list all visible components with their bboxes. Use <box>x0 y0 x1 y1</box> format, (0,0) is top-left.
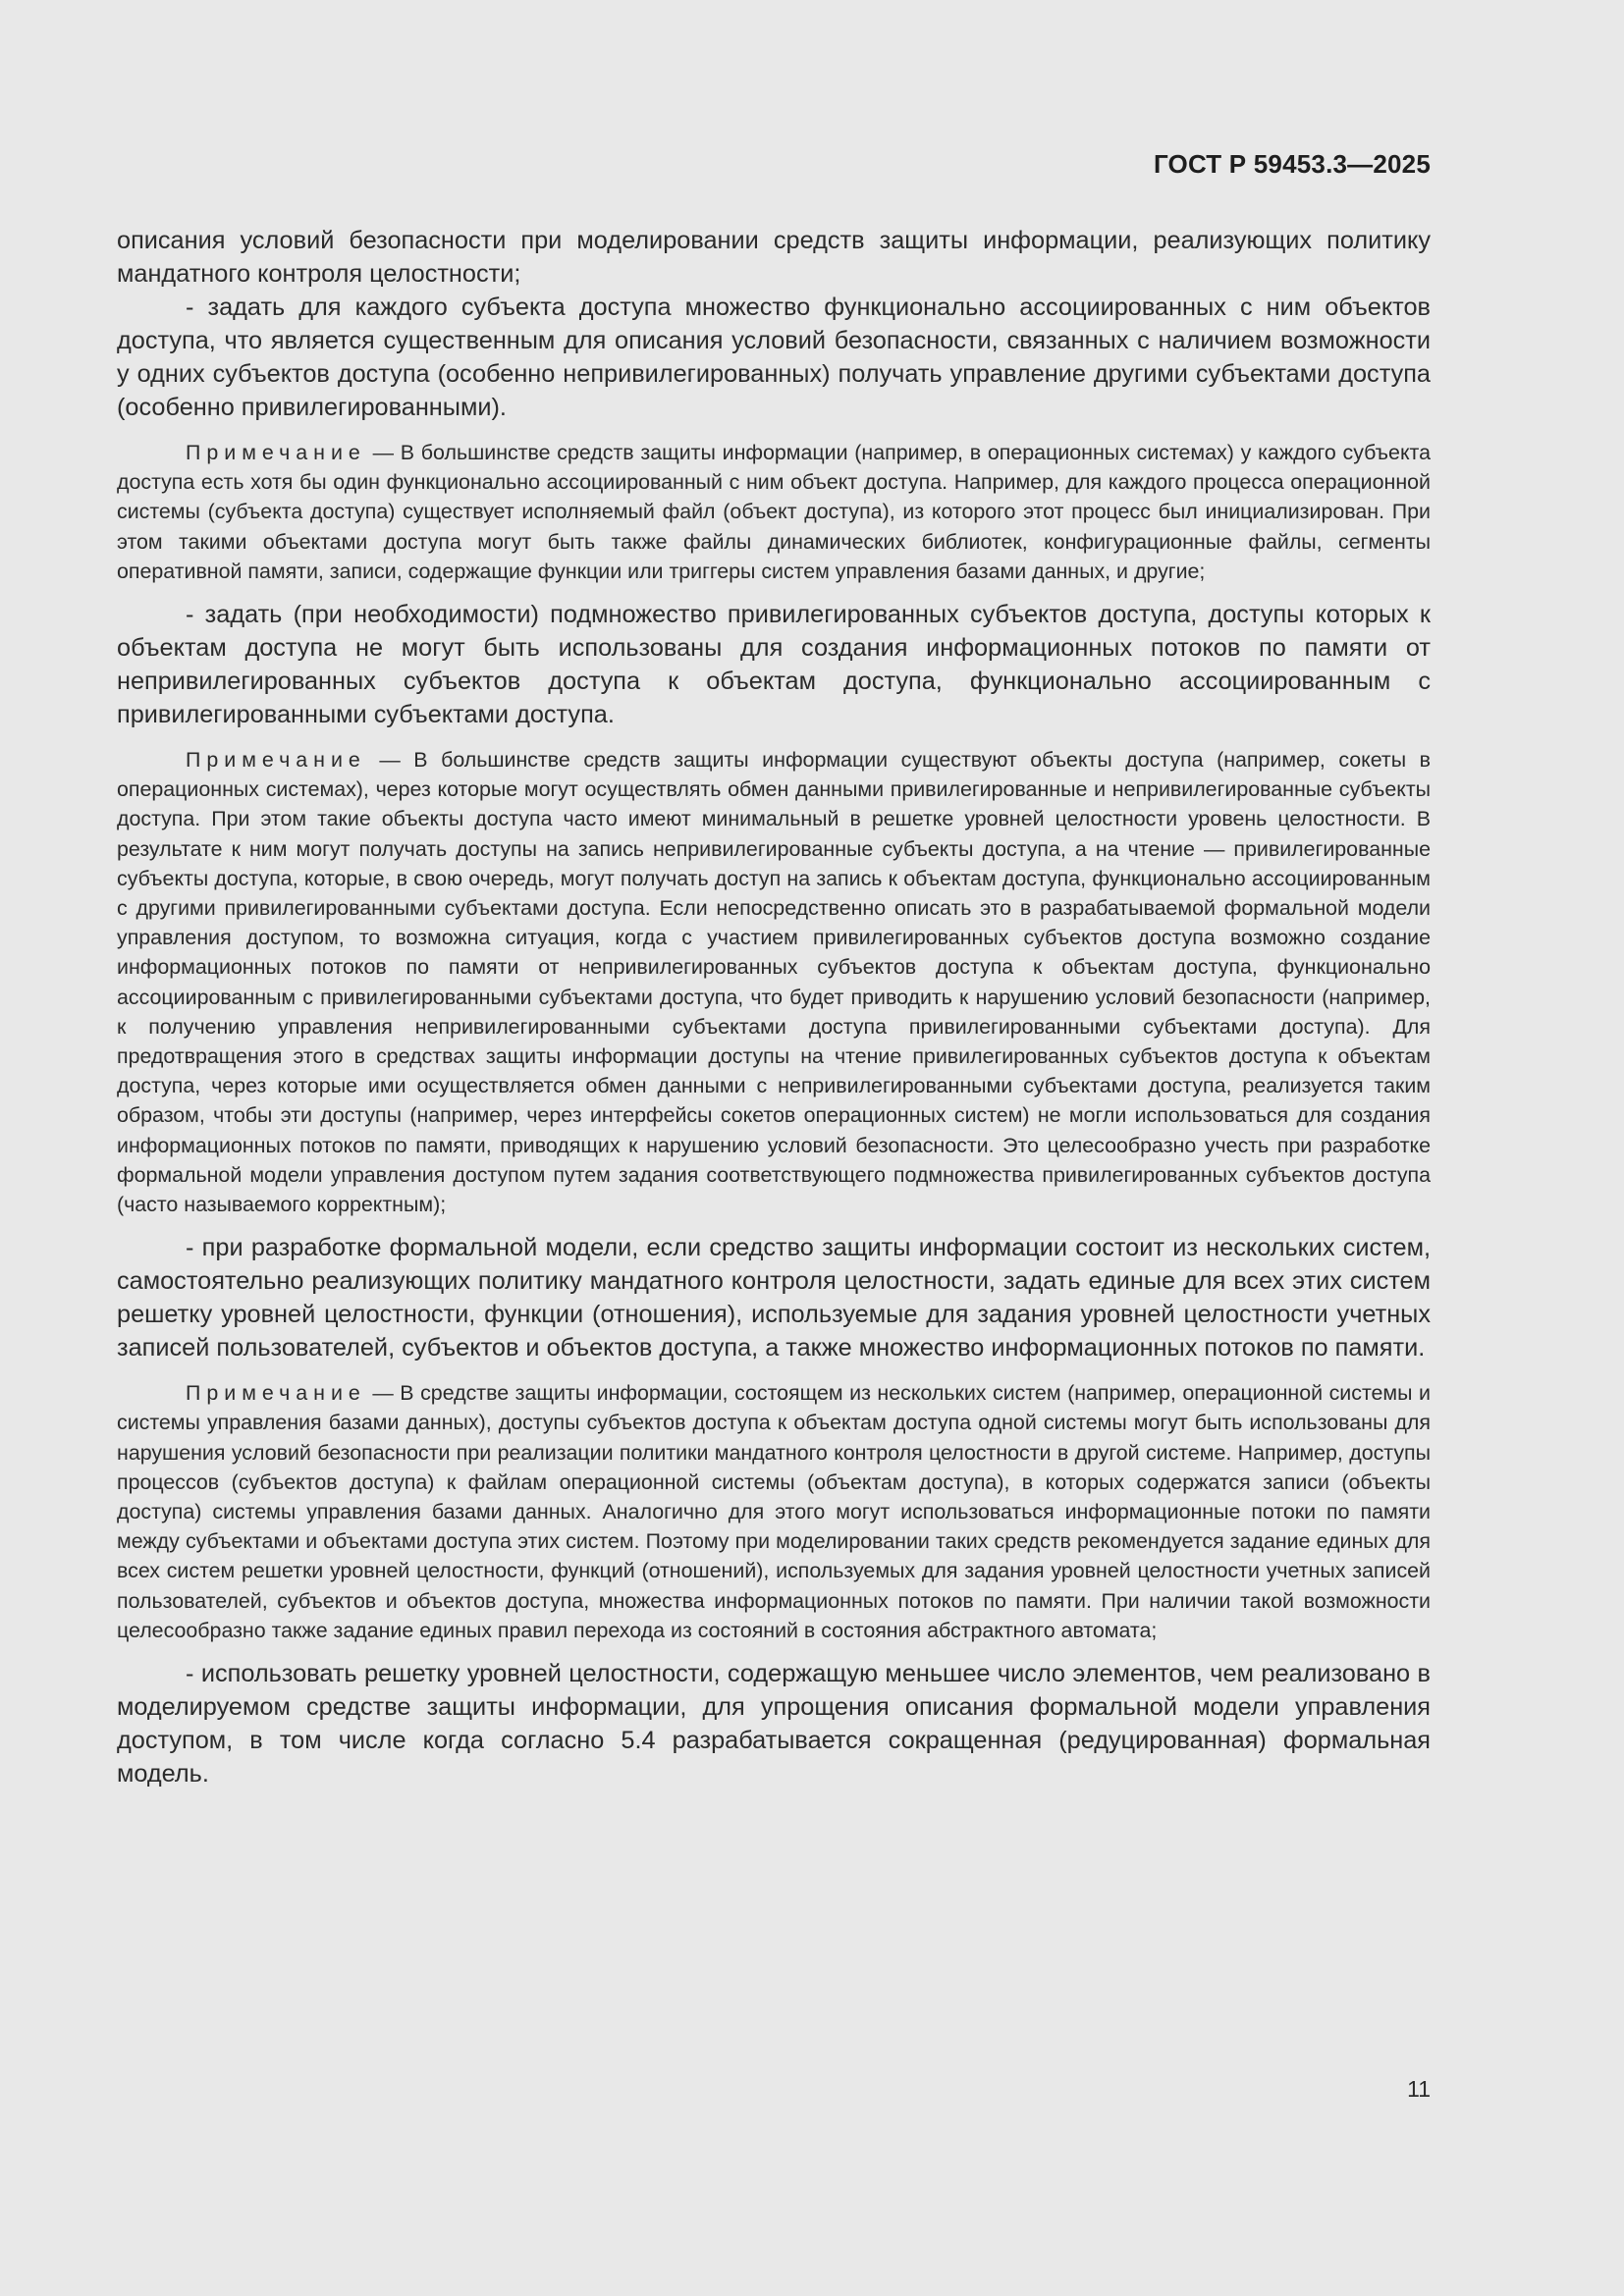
paragraph-list-item: - при разработке формальной модели, если средство защиты информации состоит из нескольких систем, самостоятельно реализующих политику мандатного контроля целостности, задать единые для всех этих систем решетку уровней целостности, функции (отношения), используемые для задания уровней целостности учетных записей пользователей, субъектов и объектов доступа, а также множество информационных потоков по памяти. <box>117 1234 1431 1362</box>
note-paragraph <box>117 438 1431 586</box>
note-label: Примечание <box>186 1381 366 1406</box>
paragraph-continuation: описания условий безопасности при моделировании средств защиты информации, реализующих политику мандатного контроля целостности; <box>117 227 1431 288</box>
note-paragraph <box>117 1378 1431 1645</box>
document-body <box>117 224 1431 1790</box>
note-label: Примечание <box>186 748 366 773</box>
note-text: — В большинстве средств защиты информации (например, в операционных системах) у каждого субъекта доступа есть хотя бы один функционально ассоциированный с ним объект доступа. Например, для каждого процесса операционной системы (субъекта доступа) существует исполняемый файл (объект доступа), из которого этот процесс был инициализирован. При этом такими объектами доступа могут быть также файлы динамических библиотек, конфигурационные файлы, сегменты оперативной памяти, записи, содержащие функции или триггеры систем управления базами данных, и другие; <box>117 441 1431 583</box>
note-text: — В большинстве средств защиты информации существуют объекты доступа (например, сокеты в операционных системах), через которые могут осуществлять обмен данными привилегированные и непривилегированные субъекты доступа. При этом такие объекты доступа часто имеют минимальный в решетке уровней целостности уровень целостности. В результате к ним могут получать доступы на запись непривилегированные субъекты доступа, а на чтение — привилегированные субъекты доступа, которые, в свою очередь, могут получать доступ на запись к объектам доступа, функционально ассоциированным с другими привилегированными субъектами доступа. Если непосредственно описать это в разрабатываемой формальной модели управления доступом, то возможна ситуация, когда с участием привилегированных субъектов доступа возможно создание информационных потоков по памяти от непривилегированных субъектов доступа к объектам доступа, функционально ассоциированным с привилегированными субъектами доступа, что будет приводить к нарушению условий безопасности (например, к получению управления непривилегированными субъектами доступа привилегированными субъектами доступа). Для предотвращения этого в средствах защиты информации доступы на чтение привилегированных субъектов доступа к объектам доступа, через которые ими осуществляется обмен данными с непривилегированными субъектами доступа, реализуется таким образом, чтобы эти доступы (например, через интерфейсы сокетов операционных систем) не могли использоваться для создания информационных потоков по памяти, приводящих к нарушению условий безопасности. Это целесообразно учесть при разработке формальной модели управления доступом путем задания соответствующего подмножества привилегированных субъектов доступа (часто называемого корректным); <box>117 748 1431 1217</box>
paragraph-list-item: - задать (при необходимости) подмножество привилегированных субъектов доступа, доступы которых к объектам доступа не могут быть использованы для создания информационных потоков по памяти от непривилегированных субъектов доступа к объектам доступа, функционально ассоциированным с привилегированными субъектами доступа. <box>117 601 1431 729</box>
standard-code-header: ГОСТ Р 59453.3—2025 <box>1153 149 1431 179</box>
note-text: — В средстве защиты информации, состоящем из нескольких систем (например, операционной системы и системы управления базами данных), доступы субъектов доступа к объектам доступа одной системы могут быть использованы для нарушения условий безопасности при реализации политики мандатного контроля целостности в другой системе. Например, доступы процессов (субъектов доступа) к файлам операционной системы (объектам доступа), в которых содержатся записи (объекты доступа) системы управления базами данных. Аналогично для этого могут использоваться информационные потоки по памяти между субъектами и объектами доступа этих систем. Поэтому при моделировании таких средств рекомендуется задание единых для всех систем решетки уровней целостности, функций (отношений), используемых для задания уровней целостности учетных записей пользователей, субъектов и объектов доступа, множества информационных потоков по памяти. При наличии такой возможности целесообразно также задание единых правил перехода из состояний в состояния абстрактного автомата; <box>117 1381 1431 1642</box>
paragraph-list-item: - использовать решетку уровней целостности, содержащую меньшее число элементов, чем реализовано в моделируемом средстве защиты информации, для упрощения описания формальной модели управления доступом, в том числе когда согласно 5.4 разрабатывается сокращенная (редуцированная) формальная модель. <box>117 1660 1431 1789</box>
paragraph-list-item: - задать для каждого субъекта доступа множество функционально ассоциированных с ним объектов доступа, что является существенным для описания условий безопасности, связанных с наличием возможности у одних субъектов доступа (особенно непривилегированных) получать управление другими субъектами доступа (особенно привилегированными). <box>117 294 1431 421</box>
note-label: Примечание <box>186 441 366 464</box>
page-number: 11 <box>1407 2076 1431 2102</box>
note-paragraph <box>117 745 1431 1219</box>
